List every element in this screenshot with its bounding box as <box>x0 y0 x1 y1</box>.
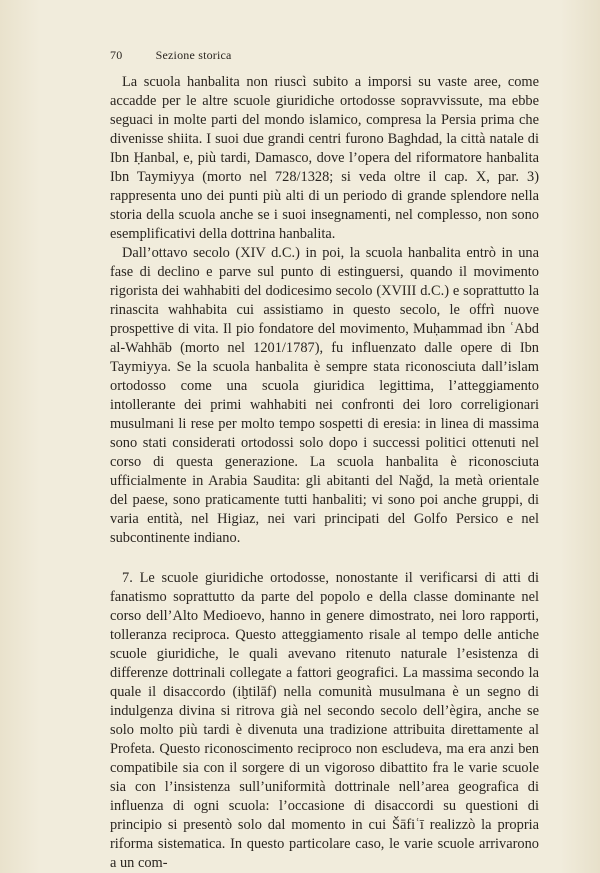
page-number: 70 <box>110 48 123 62</box>
paragraph: Dall’ottavo secolo (XIV d.C.) in poi, la scuola hanbalita entrò in una fase di declino e parve sul punto di estinguersi, quando il movimento rigorista dei wahhabiti del dodicesimo secolo (XVIII d.C.) e soprattutto la rinascita wahhabita cui assistiamo in questo secolo, le offrì nuove prospettive di vita. Il pio fondatore del movimento, Muḥammad ibn ʿAbd al-Wahhāb (morto nel 1201/1787), fu influenzato dalle opere di Ibn Taymiyya. Se la scuola hanbalita è sempre stata riconosciuta dall’islam ortodosso come una scuola giuridica legittima, l’atteggiamento intollerante dei primi wahhabiti nei confronti dei loro correligionari musulmani li rese per molto tempo sospetti di eresia: in linea di massima sono stati considerati ortodossi solo dopo i successi politici ottenuti nel corso di questa generazione. La scuola hanbalita è riconosciuta ufficialmente in Arabia Saudita: gli abitanti del Naǧd, la metà orientale del paese, sono praticamente tutti hanbaliti; vi sono poi anche gruppi, di varia entità, nel Higiaz, nei vari principati del Golfo Persico e nel subcontinente indiano. <box>110 245 539 546</box>
running-header <box>110 48 232 63</box>
body-text <box>110 73 539 873</box>
section-title: Sezione storica <box>155 48 232 62</box>
paragraph-section-7: 7. Le scuole giuridiche ortodosse, nonostante il verificarsi di atti di fanatismo soprattutto da parte del popolo e della classe dominante nel corso dell’Alto Medioevo, hanno in genere dimostrato, nei loro rapporti, tolleranza reciproca. Questo atteggiamento risale al tempo delle antiche scuole giuridiche, le quali avevano ritenuto naturale l’esistenza di differenze dottrinali collegate a fattori geografici. La massima secondo la quale il disaccordo (iḫtilāf) nella comunità musulmana è un segno di indulgenza divina si ritrova già nel secondo secolo dell’ègira, anche se solo molto più tardi è divenuta una tradizione attribuita direttamente al Profeta. Questo riconoscimento reciproco non escludeva, ma era anzi ben compatibile sia con il sorgere di un vigoroso dibattito fra le varie scuole sia con l’insistenza sull’uniformità dottrinale nell’area geografica di influenza di ogni scuola: l’occasione di disaccordi su questioni di principio si presentò solo dal momento in cui Šāfiʿī realizzò la propria riforma sistematica. In questo particolare caso, le varie scuole arrivarono a un com- <box>110 570 539 871</box>
paragraph: La scuola hanbalita non riuscì subito a imporsi su vaste aree, come accadde per le altre scuole giuridiche ortodosse sopravvissute, ma ebbe seguaci in molte parti del mondo islamico, compresa la Persia prima che divenisse shiita. I suoi due grandi centri furono Baghdad, la città natale di Ibn Ḥanbal, e, più tardi, Damasco, dove l’opera del riformatore hanbalita Ibn Taymiyya (morto nel 728/1328; si veda oltre il cap. X, par. 3) rappresenta uno dei punti più alti di un periodo di grande splendore nella storia della scuola anche se i suoi insegnamenti, nel complesso, non sono esemplificativi della dottrina hanbalita. <box>110 74 539 242</box>
